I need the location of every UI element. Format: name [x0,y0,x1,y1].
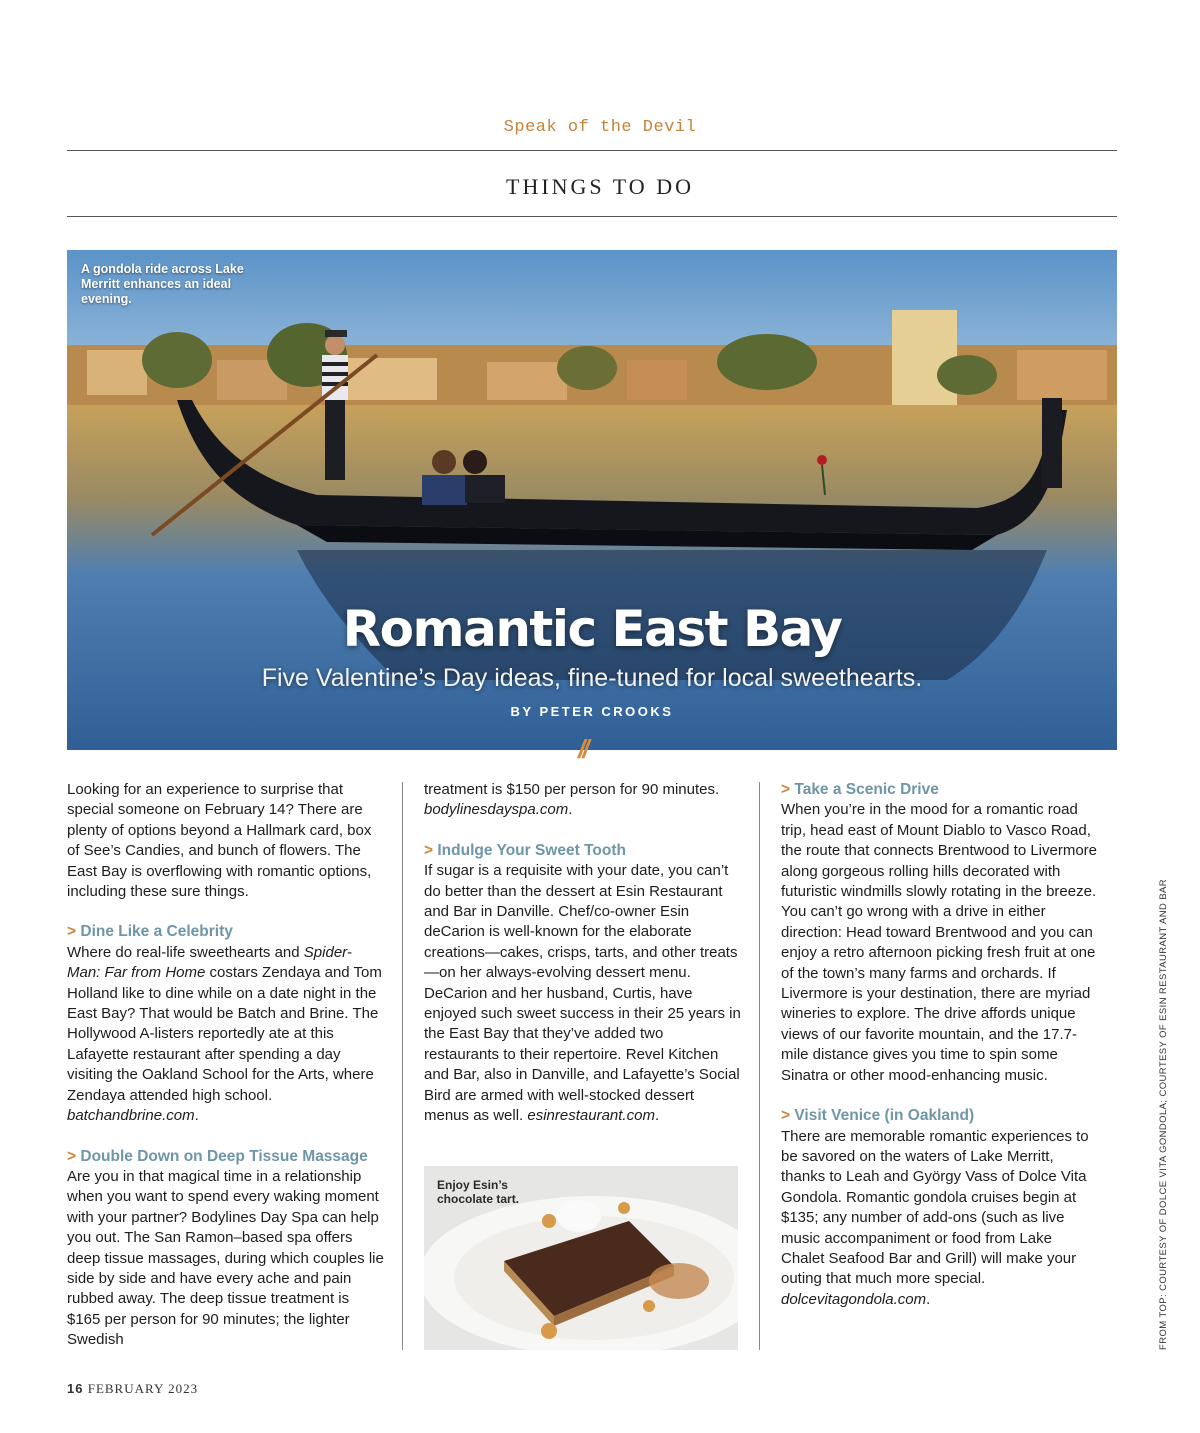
subhead-sweet: > Indulge Your Sweet Tooth [424,841,626,859]
dine-paragraph: Where do real-life sweethearts and Spider-Man: Far from Home costars Zendaya and Tom Holland like to dine while on a date night in the East Bay? That would be Batch and Brine. The Hollywood A-listers reportedly ate at this Lafayette restaurant after spending a day visiting the Oakland School for the Arts, where Zendaya attended high school. batchandbrine.com. [67,943,382,1125]
sweet-url[interactable]: esinrestaurant.com [527,1107,655,1125]
massage-paragraph: Are you in that magical time in a relationship when you want to spend every waking moment with your partner? Bodylines Day Spa can help you out. The San Ramon–based spa offers deep tissue massages, during which couples lie side by side and have every ache and pain rubbed away. The deep tissue treatment is $165 per person for 90 minutes; the lighter Swedish [67,1167,384,1349]
chevron-icon: > [67,923,77,941]
issue-date: FEBRUARY 2023 [87,1381,199,1396]
hero-caption: A gondola ride across Lake Merritt enhances an ideal evening. [81,262,244,306]
venice-paragraph: There are memorable romantic experiences to be savored on the waters of Lake Merritt, thanks to Leah and György Vass of Dolce Vita Gondola. Romantic gondola cruises begin at $135; any number of add-ons (such as live music accompaniment or food from Lake Chalet Seafood Bar and Grill) will make your outing that much more special. dolcevitagondola.com. [781,1127,1089,1308]
subhead-massage: > Double Down on Deep Tissue Massage [67,1147,368,1165]
chevron-icon: > [67,1147,77,1165]
page-number: 16 [67,1381,84,1396]
hero-image [67,250,1117,750]
tart-image [424,1166,738,1350]
drive-paragraph: When you’re in the mood for a romantic road trip, head east of Mount Diablo to Vasco Road, the route that connects Brentwood to Livermore along gorgeous rolling hills decorated with futuristic windmills slowly rotating in the breeze. You can’t go wrong with a drive in either direction: Head toward Brentwood and you can enjoy a retro afternoon picking fresh fruit at one of the town’s many farms and orchards. If Livermore is your destination, there are myriad wineries to explore. The drive affords unique views of our favorite mountain, and the 17.7-mile distance gives you time to spin some Sinatra or other mood-enhancing music. [781,801,1098,1084]
sweet-paragraph: If sugar is a requisite with your date, you can’t do better than the dessert at Esin Restaurant and Bar in Danville. Chef/co-owner Esin deCarion is well-known for the elaborate creations—cakes, crisps, tarts, and other treats—on her always-evolving dessert menu. DeCarion and her husband, Curtis, have enjoyed such sweet success in their 25 years in the East Bay that they’ve added two restaurants to their repertoire. Revel Kitchen and Bar, also in Danville, and Lafayette’s Social Bird are armed with well-stocked dessert menus as well. esinrestaurant.com. [424,862,741,1125]
kicker: Speak of the Devil [503,118,697,137]
tart-caption: Enjoy Esin’s chocolate tart. [437,1178,520,1206]
massage-url[interactable]: bodylinesdayspa.com [424,801,569,819]
article-dek: Five Valentine’s Day ideas, fine-tuned for local sweethearts. [261,664,923,692]
subhead-drive: > Take a Scenic Drive [781,781,939,798]
ornament-slashes: // [578,734,587,764]
chevron-icon: > [781,781,791,798]
top-rule [67,150,1117,151]
byline: BY PETER CROOKS [510,704,674,719]
massage-continued: treatment is $150 per person for 90 minutes. bodylinesdayspa.com. [424,781,720,819]
venice-url[interactable]: dolcevitagondola.com [781,1290,927,1308]
column-3 [781,780,1099,1330]
column-2 [424,780,742,1147]
subhead-dine: > Dine Like a Celebrity [67,923,233,941]
column-divider [759,782,760,1350]
subhead-venice: > Visit Venice (in Oakland) [781,1107,975,1125]
chevron-icon: > [781,1107,791,1125]
column-divider [402,782,403,1350]
chevron-icon: > [424,841,434,859]
film-title: Spider-Man: Far from Home [67,943,352,982]
folio [67,1381,198,1397]
intro-paragraph: Looking for an experience to surprise that special someone on February 14? There are plenty of options beyond a Hallmark card, box of See’s Candies, and bunch of flowers. The East Bay is overflowing with romantic options, including these sure things. [67,781,372,901]
dine-url[interactable]: batchandbrine.com [67,1107,195,1125]
column-1 [67,780,385,1371]
section-rule [67,216,1117,217]
photo-credit: FROM TOP: COURTESY OF DOLCE VITA GONDOLA; COURTESY OF ESIN RESTAURANT AND BAR [1158,878,1169,1350]
section-title: THINGS TO DO [506,174,694,199]
article-title: Romantic East Bay [342,600,842,658]
